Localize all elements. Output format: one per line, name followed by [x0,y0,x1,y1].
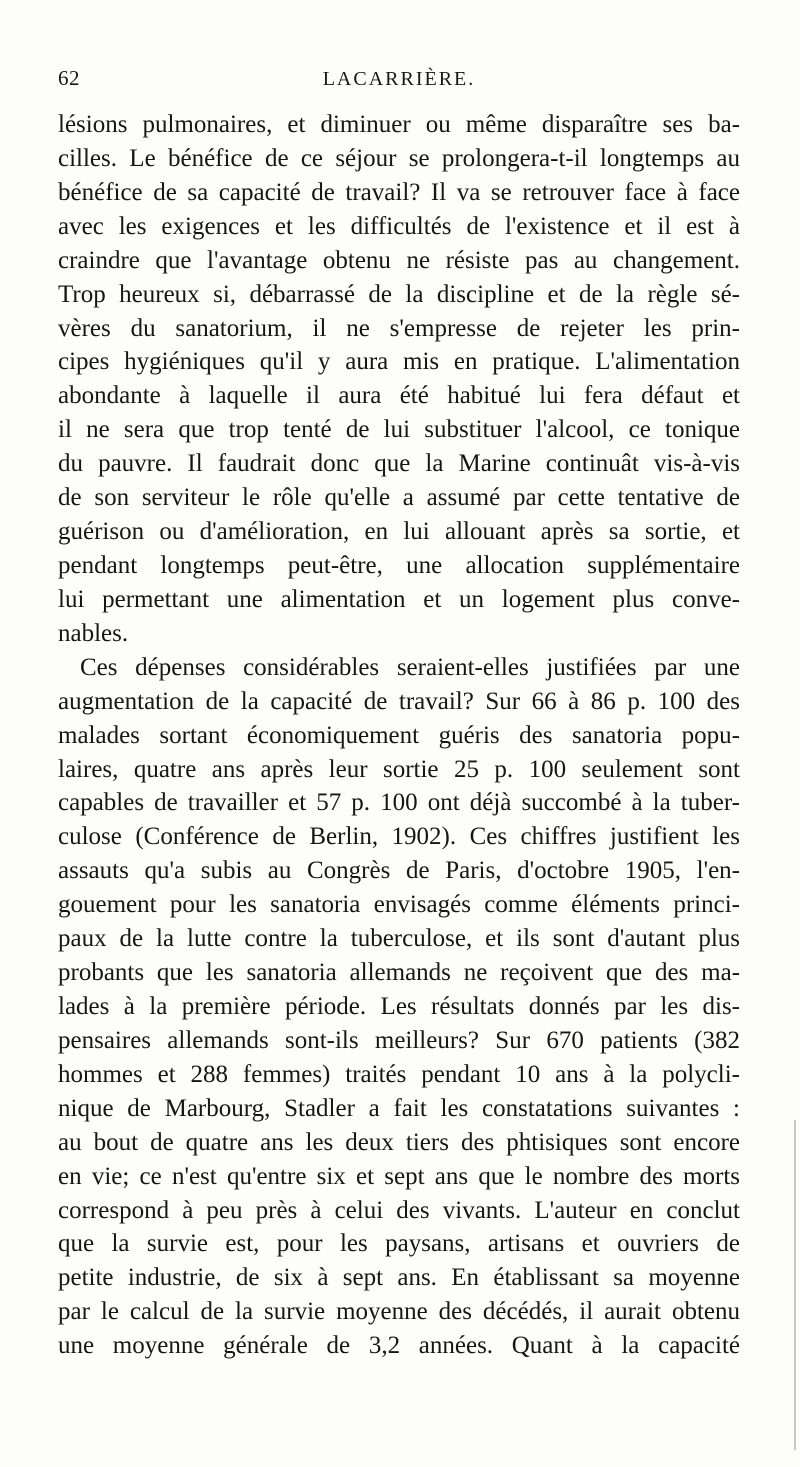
text-line: nique de Marbourg, Stadler a fait les constatations suivantes : [58,1094,740,1122]
text-line: que la survie est, pour les paysans, artisans et ouvriers de [58,1230,740,1258]
text-line: petite industrie, de six à sept ans. En établissant sa moyenne [58,1264,740,1292]
body-text [58,108,740,1363]
text-line: avec les exigences et les difficultés de l'existence et il est à [58,212,740,240]
text-line: lui permettant une alimentation et un logement plus conve- [58,585,740,613]
paragraph-first-line: Ces dépenses considérables seraient-elles justifiées par une [80,653,740,681]
text-line: pendant longtemps peut-être, une allocation supplémentaire [58,551,740,579]
text-line: bénéfice de sa capacité de travail? Il va se retrouver face à face [58,178,740,206]
text-line: lades à la première période. Les résultats donnés par les dis- [58,992,740,1020]
text-line: Trop heureux si, débarrassé de la discipline et de la règle sé- [58,280,740,308]
text-line: malades sortant économiquement guéris des sanatoria popu- [58,721,740,749]
text-line: craindre que l'avantage obtenu ne résiste pas au changement. [58,246,740,274]
text-line: en vie; ce n'est qu'entre six et sept ans que le nombre des morts [58,1162,740,1190]
text-line: assauts qu'a subis au Congrès de Paris, d'octobre 1905, l'en- [58,857,740,885]
text-line: culose (Conférence de Berlin, 1902). Ces chiffres justifient les [58,823,740,851]
text-line: cipes hygiéniques qu'il y aura mis en pratique. L'alimentation [58,348,740,376]
page-header [58,60,740,94]
text-line: guérison ou d'amélioration, en lui allouant après sa sortie, et [58,518,740,546]
page-number: 62 [58,66,80,90]
text-line: hommes et 288 femmes) traités pendant 10 ans à la polycli- [58,1060,740,1088]
text-line: correspond à peu près à celui des vivants. L'auteur en conclut [58,1196,740,1224]
text-line: par le calcul de la survie moyenne des décédés, il aurait obtenu [58,1298,740,1326]
text-line: paux de la lutte contre la tuberculose, et ils sont d'autant plus [58,925,740,953]
text-line: cilles. Le bénéfice de ce séjour se prolongera-t-il longtemps au [58,144,740,172]
text-line: probants que les sanatoria allemands ne reçoivent que des ma- [58,959,740,987]
running-head: LACARRIÈRE. [322,68,476,90]
text-line: une moyenne générale de 3,2 années. Quant à la capacité [58,1332,740,1360]
text-line: il ne sera que trop tenté de lui substituer l'alcool, ce tonique [58,416,740,444]
text-line: au bout de quatre ans les deux tiers des phtisiques sont encore [58,1128,740,1156]
text-line: gouement pour les sanatoria envisagés comme éléments princi- [58,891,740,919]
text-line: vères du sanatorium, il ne s'empresse de rejeter les prin- [58,314,740,342]
text-line: du pauvre. Il faudrait donc que la Marine continuât vis-à-vis [58,450,740,478]
text-line: nables. [58,619,129,647]
text-line: pensaires allemands sont-ils meilleurs? Sur 670 patients (382 [58,1026,740,1054]
text-line: capables de travailler et 57 p. 100 ont déjà succombé à la tuber- [58,789,740,817]
text-line: abondante à laquelle il aura été habitué lui fera défaut et [58,382,740,410]
text-line: de son serviteur le rôle qu'elle a assumé par cette tentative de [58,484,740,512]
text-line: augmentation de la capacité de travail? Sur 66 à 86 p. 100 des [58,687,740,715]
scan-edge-shadow [794,1120,796,1450]
text-line: laires, quatre ans après leur sortie 25 p. 100 seulement sont [58,755,740,783]
text-line: lésions pulmonaires, et diminuer ou même disparaître ses ba- [58,111,740,138]
